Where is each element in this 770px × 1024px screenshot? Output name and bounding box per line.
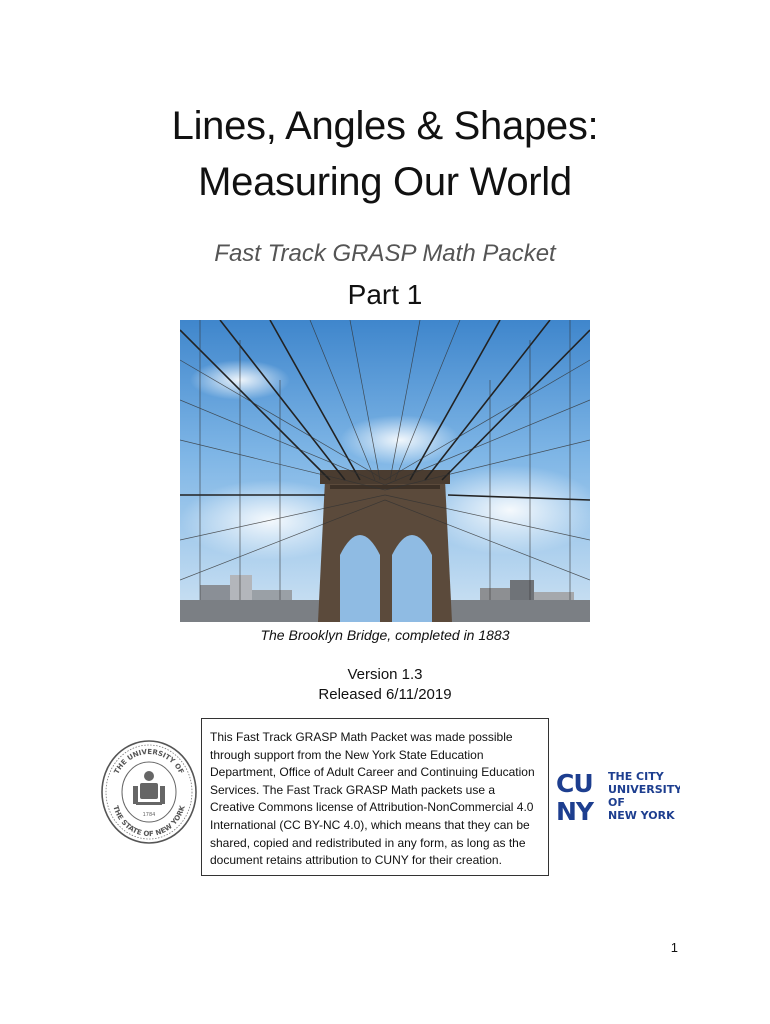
svg-text:1784: 1784 [142,812,156,818]
brooklyn-bridge-photo [180,320,590,622]
nysed-seal-logo [100,738,198,846]
part-label: Part 1 [347,279,423,310]
svg-text:THE STATE OF NEW YORK: THE STATE OF NEW YORK [111,804,187,839]
document-subtitle: Fast Track GRASP Math Packet [214,240,556,267]
page-number: 1 [670,940,678,955]
document-title [0,98,770,210]
photo-caption: The Brooklyn Bridge, completed in 1883 [260,627,510,643]
title-line-2: Measuring Our World [198,160,572,204]
release-date: Released 6/11/2019 [318,686,452,703]
svg-text:THE UNIVERSITY OF: THE UNIVERSITY OF [112,747,186,776]
svg-text:UNIVERSITY: UNIVERSITY [608,783,680,796]
cuny-logo [556,768,680,826]
version-label: Version 1.3 [347,666,423,683]
svg-text:OF: OF [608,796,625,809]
svg-text:CU: CU [556,769,593,798]
license-notice: This Fast Track GRASP Math Packet was made possible through support from the New York State Education Department, Office of Adult Career and Continuing Education Services. The Fast Track GRASP Math packets use a Creative Commons license of Attribution-NonCommercial 4.0 International (CC BY-NC 4.0), which means that they can be shared, copied and redistributed in any form, as long as the document retains attribution to CUNY for their creation. [201,718,549,876]
svg-text:NY: NY [556,797,594,826]
svg-text:THE CITY: THE CITY [608,770,664,783]
title-line-1: Lines, Angles & Shapes: [171,104,599,148]
svg-text:NEW YORK: NEW YORK [608,809,675,822]
